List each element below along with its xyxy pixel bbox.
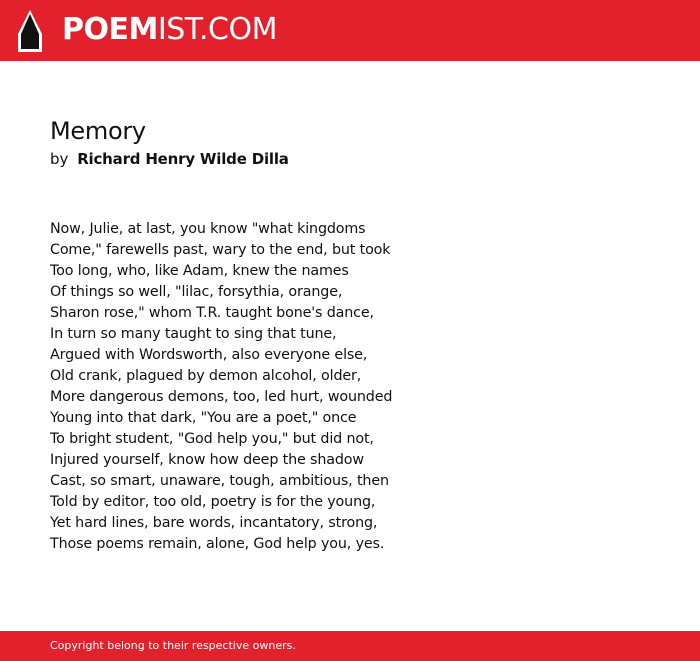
poem-line: Those poems remain, alone, God help you, yes. — [50, 536, 385, 552]
poem-byline — [50, 149, 289, 169]
poem-line: Of things so well, "lilac, forsythia, orange, — [50, 284, 343, 300]
site-footer — [0, 631, 700, 661]
site-header — [0, 0, 700, 61]
poem-line: Young into that dark, "You are a poet," once — [50, 410, 357, 426]
poem-line: Too long, who, like Adam, knew the names — [50, 263, 349, 279]
poem-line: Injured yourself, know how deep the shadow — [50, 452, 364, 468]
poem-line: Now, Julie, at last, you know "what kingdoms — [50, 221, 366, 237]
poem-line: Argued with Wordsworth, also everyone else, — [50, 347, 368, 363]
site-logo[interactable] — [62, 12, 277, 48]
copyright-text: Copyright belong to their respective owners. — [50, 639, 296, 652]
poem-title: Memory — [50, 117, 146, 145]
author-name: Richard Henry Wilde Dilla — [77, 150, 289, 168]
poem-line: Cast, so smart, unaware, tough, ambitious, then — [50, 473, 389, 489]
poem-line: Old crank, plagued by demon alcohol, older, — [50, 368, 362, 384]
poem-line: Yet hard lines, bare words, incantatory, strong, — [50, 515, 378, 531]
logo-text-bold: POEM — [62, 12, 158, 47]
logo-text-light: IST.COM — [157, 12, 277, 47]
poem-line: Come," farewells past, wary to the end, but took — [50, 242, 391, 258]
poem-line: To bright student, "God help you," but did not, — [50, 431, 374, 447]
poem-line: In turn so many taught to sing that tune, — [50, 326, 337, 342]
by-label: by — [50, 150, 69, 168]
poem-line: Told by editor, too old, poetry is for the young, — [50, 494, 376, 510]
poem-body — [50, 219, 392, 555]
pencil-logo-icon[interactable] — [18, 10, 42, 52]
poem-line: More dangerous demons, too, led hurt, wounded — [50, 389, 393, 405]
poem-line: Sharon rose," whom T.R. taught bone's dance, — [50, 305, 374, 321]
